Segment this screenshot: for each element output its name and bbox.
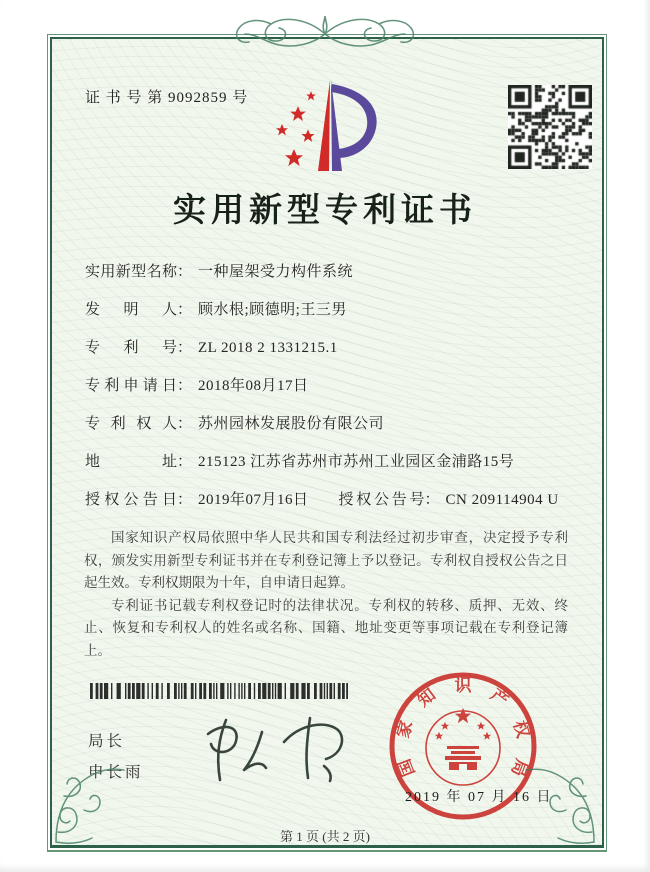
- svg-text:产: 产: [486, 684, 512, 711]
- field-label: 专利权人: [85, 416, 177, 432]
- field-filing-date: 专利申请日 ： 2018年08月17日: [85, 375, 575, 398]
- svg-text:权: 权: [509, 718, 533, 741]
- barcode: [90, 683, 348, 699]
- field-grant-number: 授权公告号 ： CN 209114904 U: [339, 489, 559, 512]
- field-grant-date: 授权公告日 ： 2019年07月16日: [85, 489, 309, 512]
- field-label: 发明人: [85, 302, 177, 318]
- svg-text:家: 家: [393, 718, 417, 741]
- svg-text:识: 识: [454, 676, 472, 695]
- logo-stars: [276, 91, 316, 166]
- legal-paragraph-2: 专利证书记载专利权登记时的法律状况。专利权的转移、质押、无效、终止、恢复和专利权人的姓名或名称、国籍、地址变更等事项记载在专利登记簿上。: [84, 597, 568, 658]
- field-label: 专利申请日: [85, 378, 177, 394]
- seal-emblem: [426, 708, 500, 785]
- top-flourish-ornament: [175, 12, 475, 54]
- director-name: 申长雨: [88, 764, 144, 781]
- svg-text:知: 知: [414, 684, 440, 711]
- field-label: 专利号: [85, 340, 177, 356]
- field-grant-row: [85, 489, 575, 512]
- field-utility-model-name: 实用新型名称 ： 一种屋架受力构件系统: [85, 261, 575, 284]
- field-value: 2019年07月16日: [198, 492, 309, 508]
- field-patentee: 专利权人 ： 苏州园林发展股份有限公司: [85, 413, 575, 436]
- field-list: [85, 261, 575, 527]
- qr-code: [508, 85, 592, 169]
- field-value: CN 209114904 U: [445, 492, 559, 508]
- svg-text:国: 国: [394, 756, 419, 780]
- field-value: 苏州园林发展股份有限公司: [198, 416, 385, 432]
- field-value: ZL 2018 2 1331215.1: [198, 340, 338, 356]
- field-label: 实用新型名称: [85, 264, 177, 280]
- seal-date: 2019 年 07 月 16 日: [405, 790, 553, 805]
- cnipa-logo: [268, 74, 390, 174]
- corner-flourish-left: [50, 758, 130, 846]
- field-value: 一种屋架受力构件系统: [198, 264, 354, 280]
- director-title: 局长: [88, 733, 126, 750]
- field-label: 授权公告号: [338, 492, 425, 508]
- legal-paragraph-1: 国家知识产权局依照中华人民共和国专利法经过初步审查，决定授予专利权，颁发实用新型专利证书并在专利登记簿上予以登记。专利权自授权公告之日起生效。专利权期限为十年，自申请日起算。: [84, 530, 568, 590]
- director-signature: [196, 710, 361, 788]
- page-number: 第 1 页 (共 2 页): [280, 829, 370, 844]
- field-label: 地址: [85, 454, 177, 470]
- field-inventors: 发明人 ： 顾水根;顾德明;王三男: [85, 299, 575, 322]
- field-value: 2018年08月17日: [198, 378, 309, 394]
- field-label: 授权公告日: [85, 492, 177, 508]
- field-patent-number: 专利号 ： ZL 2018 2 1331215.1: [85, 337, 575, 360]
- legal-text: [84, 527, 568, 662]
- certificate-title: 实用新型专利证书: [173, 193, 477, 229]
- certificate-number: 证 书 号 第 9092859 号: [85, 90, 249, 106]
- field-address: 地址 ： 215123 江苏省苏州市苏州工业园区金浦路15号: [85, 451, 575, 474]
- field-value: 顾水根;顾德明;王三男: [198, 302, 347, 318]
- field-value: 215123 江苏省苏州市苏州工业园区金浦路15号: [198, 454, 515, 470]
- svg-text:局: 局: [507, 756, 532, 780]
